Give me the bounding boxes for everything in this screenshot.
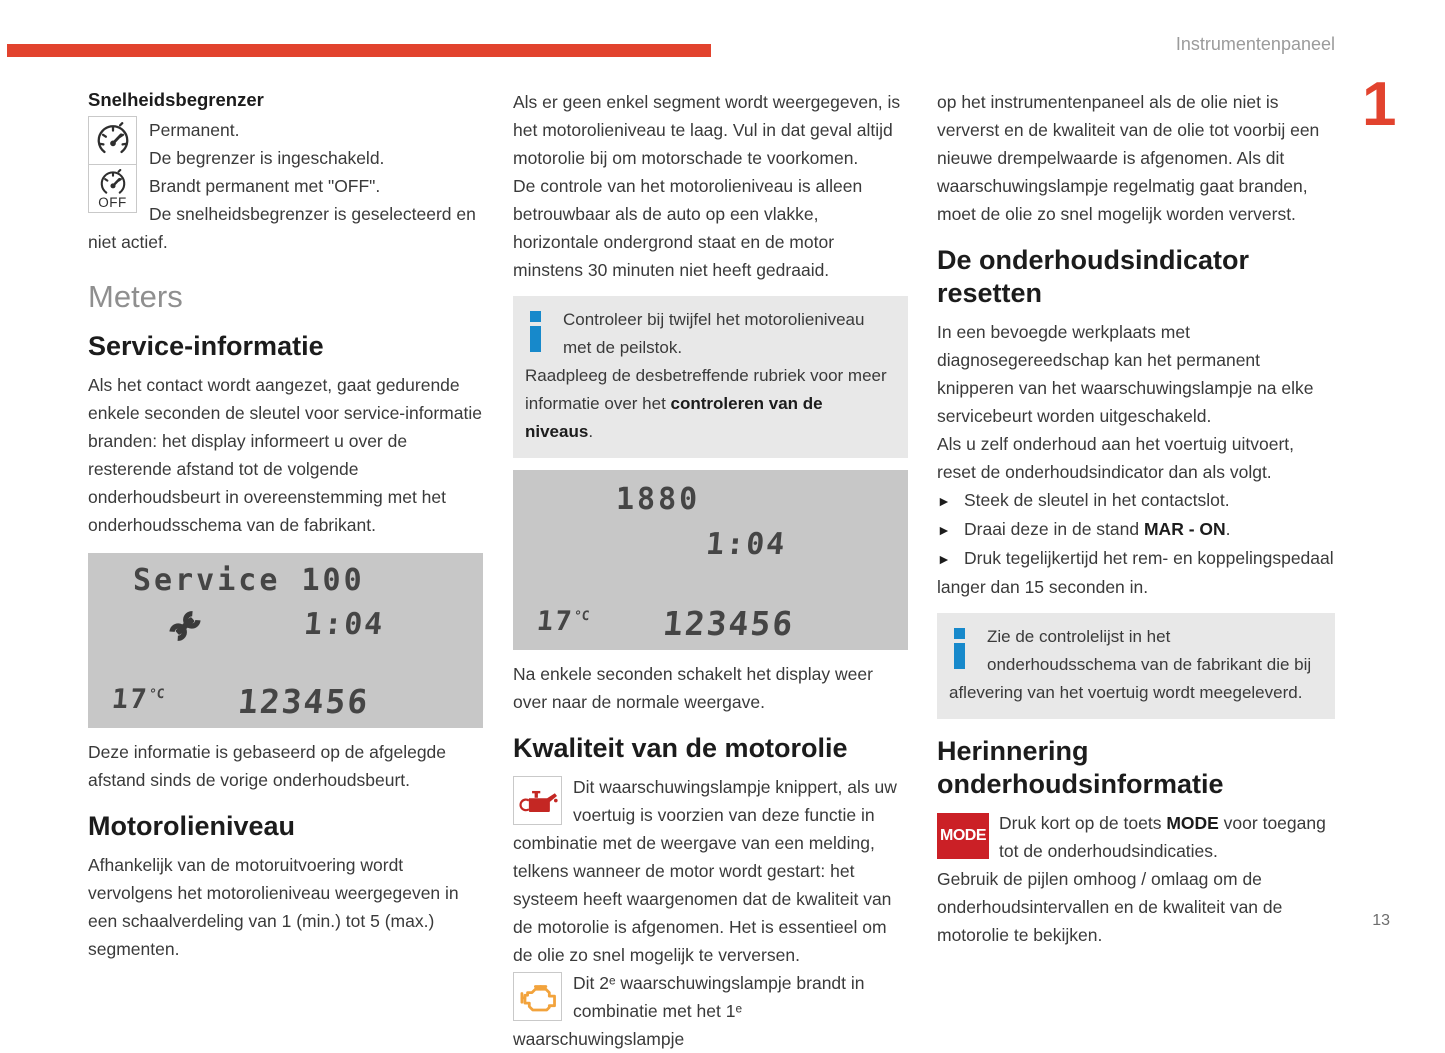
- service-info-body: Als het contact wordt aangezet, gaat gedurende enkele seconden de sleutel voor service-informatie branden: het display informeert u over de resterende afstand tot de volgende onderhoudsbeurt in overeenstemming met het onderhoudsschema van de fabrikant.: [88, 375, 482, 535]
- mode-button: MODE: [937, 813, 989, 859]
- chapter-number: 1: [1362, 70, 1397, 139]
- reset-para: Als u zelf onderhoud aan het voertuig uitvoert, reset de onderhoudsindicator dan als volgt.: [937, 434, 1295, 482]
- engine-warning-block: [513, 969, 908, 1053]
- top-red-bar: [7, 44, 711, 57]
- display-temperature: $17^{^\circ C}$: [110, 684, 166, 715]
- distance-display-screen: [513, 470, 908, 650]
- display-distance: 1880: [616, 482, 701, 517]
- arrows-instruction: Gebruik de pijlen omhoog / omlaag om de onderhoudsintervallen en de kwaliteit van de motorolie te bekijken.: [937, 869, 1283, 945]
- info-icon: [525, 306, 563, 360]
- oil-level-body: Afhankelijk van de motoruitvoering wordt vervolgens het motorolieniveau weergegeven in een schaalverdeling van 1 (min.) tot 5 (max.) segmenten.: [88, 855, 459, 959]
- oil-pressure-icon: [513, 776, 562, 825]
- oil-level-warning-text: Als er geen enkel segment wordt weergegeven, is het motorolieniveau te laag. Vul in dat geval altijd motorolie bij om motorschade te voorkomen.: [513, 92, 901, 168]
- info-box: [513, 296, 908, 458]
- oil-quality-body: Dit waarschuwingslampje knippert, als uw voertuig is voorzien van deze functie in combinatie met de weergave van een melding, telkens wanneer de motor wordt gestart: het systeem heeft waargenomen dat de kwaliteit van de motorolie is afgenomen. Het is essentieel om de olie zo snel mogelijk te verversen.: [513, 777, 897, 965]
- display-caption: Na enkele seconden schakelt het display weer over naar de normale weergave.: [513, 664, 873, 712]
- display-time: 1:04: [704, 527, 788, 562]
- display-caption: Deze informatie is gebaseerd op de afgelegde afstand sinds de vorige onderhoudsbeurt.: [88, 742, 447, 790]
- limiter-line: De snelheidsbegrenzer is geselecteerd en niet actief.: [88, 204, 476, 252]
- reminder-heading: Herinnering onderhoudsinformatie: [937, 736, 1224, 799]
- display-odometer: 123456: [236, 682, 371, 721]
- column-1: [88, 88, 483, 963]
- column-3: [937, 88, 1335, 949]
- display-odometer: 123456: [661, 604, 796, 643]
- off-label: OFF: [98, 194, 127, 210]
- reset-para: In een bevoegde werkplaats met diagnosegereedschap kan het permanent knipperen van het waarschuwingslampje na elke servicebeurt worden uitgeschakeld.: [937, 322, 1314, 426]
- reset-indicator-heading: De onderhoudsindicator resetten: [937, 245, 1250, 308]
- page-number: 13: [1372, 912, 1390, 929]
- display-service-label: Service 100: [133, 563, 365, 598]
- speed-limiter-off-icon: [88, 164, 137, 213]
- engine-warning-note: Dit 2ᵉ waarschuwingslampje brandt in combinatie met het 1ᵉ waarschuwingslampje: [513, 973, 865, 1049]
- arrow-bullet-icon: ►: [937, 522, 951, 538]
- speed-limiter-block: [88, 116, 483, 256]
- limiter-line: Permanent.: [149, 120, 240, 140]
- reset-step-3: ► Druk tegelijkertijd het rem- en koppelingspedaal langer dan 15 seconden in.: [937, 544, 1335, 601]
- limiter-line: De begrenzer is ingeschakeld.: [149, 148, 385, 168]
- info-box-intro: Controleer bij twijfel het motorolieniveau met de peilstok.: [563, 310, 865, 357]
- info-box-intro: Zie de controlelijst in het onderhoudsschema van de fabrikant die bij aflevering van het voertuig wordt meegeleverd.: [949, 627, 1312, 702]
- reset-step-1: ► Steek de sleutel in het contactslot.: [937, 486, 1335, 515]
- service-display-screen: [88, 553, 483, 728]
- oil-level-heading: Motorolieniveau: [88, 811, 296, 841]
- mode-instruction: Druk kort op de toets MODE voor toegang tot de onderhoudsindicaties.: [999, 813, 1326, 861]
- page-header-title: Instrumentenpaneel: [1175, 34, 1335, 54]
- column-2: [513, 88, 908, 1053]
- oil-change-warning-text: op het instrumentenpaneel als de olie niet is ververst en de kwaliteit van de olie tot voorbij een nieuwe drempelwaarde is afgenomen. Als dit waarschuwingslampje regelmatig gaat branden, moet de olie zo snel mogelijk worden ververst.: [937, 92, 1320, 224]
- arrow-bullet-icon: ►: [937, 551, 951, 567]
- meters-heading: Meters: [88, 279, 183, 314]
- arrow-bullet-icon: ►: [937, 493, 951, 509]
- oil-quality-heading: Kwaliteit van de motorolie: [513, 733, 848, 763]
- oil-quality-block: [513, 773, 908, 969]
- info-icon: [949, 623, 987, 677]
- check-engine-icon: [513, 972, 562, 1021]
- speed-limiter-heading: Snelheidsbegrenzer: [88, 89, 264, 110]
- display-temperature: $17^{^\circ C}$: [535, 606, 591, 637]
- service-info-heading: Service-informatie: [88, 331, 324, 361]
- mode-button-block: [937, 809, 1335, 865]
- info-box-body: Raadpleeg de desbetreffende rubriek voor meer informatie over het controleren van de niveaus.: [525, 366, 887, 441]
- reset-step-2: ► Draai deze in de stand MAR - ON.: [937, 515, 1335, 544]
- info-box: [937, 613, 1335, 719]
- display-time: 1:04: [302, 607, 386, 642]
- speed-limiter-icon: [88, 116, 137, 165]
- wrench-icon: [164, 605, 206, 655]
- limiter-line: Brandt permanent met "OFF".: [149, 176, 381, 196]
- oil-level-check-text: De controle van het motorolieniveau is alleen betrouwbaar als de auto op een vlakke, horizontale ondergrond staat en de motor minstens 30 minuten niet heeft gedraaid.: [513, 176, 863, 280]
